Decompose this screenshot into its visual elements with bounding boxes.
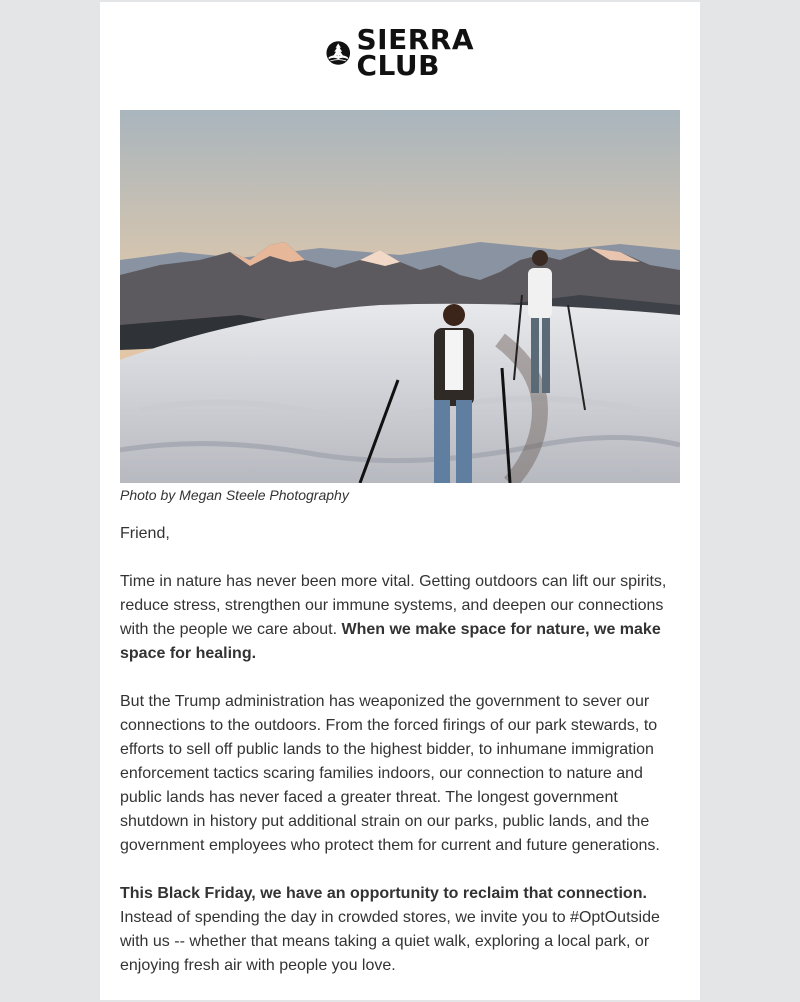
logo-line-1: SIERRA <box>356 23 474 56</box>
hero-image[interactable] <box>120 110 680 483</box>
tree-emblem-icon <box>326 25 350 81</box>
paragraph-1-text: Time in nature has never been more vital. Getting outdoors can lift our spirits, reduce stress, strengthen our immune systems, and deepen our connections with the people we care about. <box>120 573 667 638</box>
paragraph-2: But the Trump administration has weaponized the government to sever our connections to the outdoors. From the forced firings of our park stewards, to efforts to sell off public lands to the highest bidder, to inhumane immigration enforcement tactics scaring families indoors, our connection to nature and public lands has never faced a greater threat. The longest government shutdown in history put additional strain on our parks, public lands, and the government employees who protect them for current and future generations. <box>120 693 660 854</box>
paragraph-3-text: Instead of spending the day in crowded stores, we invite you to #OptOutside with us -- whether that means taking a quiet walk, exploring a local park, or enjoying fresh air with people you love. <box>120 909 660 974</box>
email-card <box>100 2 700 1000</box>
mountain-hikers-photo <box>120 110 680 483</box>
logo-wordmark <box>356 23 474 82</box>
paragraph-3 <box>120 882 680 978</box>
paragraph-1 <box>120 570 680 666</box>
paragraph-3-bold: This Black Friday, we have an opportunity to reclaim that connection. <box>120 885 647 902</box>
logo-line-2: CLUB <box>356 49 440 82</box>
sierra-club-logo[interactable] <box>326 24 474 82</box>
photo-caption: Photo by Megan Steele Photography <box>120 487 349 503</box>
paragraph-1-bold: When we make space for nature, we make space for healing. <box>120 621 661 662</box>
greeting: Friend, <box>120 525 170 542</box>
email-body <box>120 522 680 1002</box>
